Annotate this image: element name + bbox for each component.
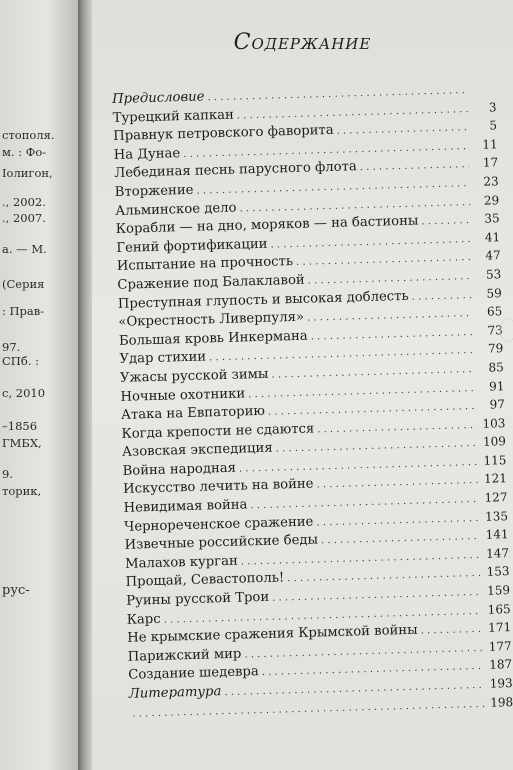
toc-leader-dots (317, 420, 476, 435)
toc-entry-title: Создание шедевра (128, 664, 259, 684)
toc-leader-dots (276, 438, 478, 455)
toc-entry-page: 11 (482, 137, 498, 152)
toc-entry-page: 5 (489, 118, 498, 133)
toc-leader-dots (420, 624, 482, 637)
left-page-text-fragment: а. — М. (2, 242, 47, 256)
toc-entry-title: Лебединая песнь парусного флота (114, 159, 357, 182)
left-page-text-fragment: торик, (2, 484, 42, 498)
toc-leader-dots (237, 104, 468, 121)
toc-entry-title: Удар стихии (119, 349, 207, 368)
toc-page (92, 0, 513, 770)
toc-entry-title: «Окрестность Ливерпуля» (118, 309, 305, 331)
toc-leader-dots (336, 122, 468, 137)
toc-entry-title: Руины русской Трои (126, 589, 270, 609)
left-page-text-fragment: –1856 (2, 419, 38, 433)
toc-leader-dots (250, 494, 478, 511)
toc-entry-title: Карс (126, 611, 161, 628)
toc-entry-page: 91 (488, 378, 505, 394)
toc-entry-title: Литература (128, 684, 222, 702)
toc-leader-dots (271, 364, 475, 381)
toc-leader-dots (248, 382, 476, 399)
toc-entry-title: На Дунае (113, 145, 181, 163)
toc-entry-title: Парижский мир (127, 646, 242, 665)
toc-heading: Содержание (233, 30, 372, 55)
toc-entry-title: Когда крепости не сдаются (121, 421, 315, 442)
toc-entry-page: 193 (489, 676, 513, 691)
toc-entry-page: 29 (483, 192, 500, 208)
toc-leader-dots (268, 401, 476, 418)
book-gutter (78, 0, 92, 770)
left-page-text-fragment: стополя. (2, 128, 55, 142)
left-page-text-fragment: : Прав- (2, 304, 45, 318)
toc-entry-title: Невидимая война (123, 497, 248, 516)
toc-entry-page: 23 (483, 174, 499, 189)
toc-entry-title: Вторжение (114, 182, 194, 200)
toc-leader-dots (270, 234, 471, 251)
left-page-text-fragment: 97. (2, 340, 21, 354)
toc-entry-page: 53 (485, 267, 502, 282)
toc-entry-title: Война народная (122, 460, 237, 479)
toc-entry-page: 79 (487, 341, 504, 356)
left-page-text-fragment: ., 2007. (2, 211, 46, 225)
toc-entry-title: Гений фортификации (116, 236, 268, 256)
toc-entry-title: Малахов курган (124, 553, 238, 572)
toc-entry-title: Правнук петровского фаворита (113, 123, 334, 145)
toc-entry-page: 147 (485, 545, 510, 561)
toc-leader-dots (207, 85, 467, 103)
toc-entry-page: 85 (488, 360, 505, 375)
toc-entry-page: 121 (483, 471, 508, 487)
toc-entry-title: Преступная глупость и высокая доблесть (117, 288, 409, 312)
toc-leader-dots (421, 215, 471, 227)
toc-entry-page: 198 (490, 694, 513, 710)
left-page-text-fragment: ГМБХ, (2, 436, 42, 450)
toc-leader-dots (316, 475, 478, 491)
toc-entry-title: Большая кровь Инкермана (118, 328, 308, 349)
toc-leader-dots (308, 271, 473, 287)
toc-entry-page: 47 (485, 248, 501, 263)
toc-entry-page: 103 (482, 415, 506, 431)
toc-entry-page: 3 (488, 99, 497, 115)
toc-leader-dots (224, 680, 484, 698)
toc-entry-page: 65 (486, 304, 503, 319)
toc-entry-page: 35 (484, 211, 500, 226)
toc-entry-title: Ночные охотники (120, 385, 246, 405)
left-page-text-fragment: с, 2010 (2, 386, 46, 400)
toc-leader-dots (244, 643, 483, 661)
left-page-text-fragment: рус- (2, 583, 30, 598)
toc-entry-title: Альминское дело (115, 200, 237, 219)
toc-entry-title: Корабли — на дно, моряков — на бастионы (115, 213, 419, 238)
toc-entry-title: Предисловие (112, 89, 205, 107)
left-page-edge (0, 0, 78, 770)
toc-entry-page (470, 92, 496, 93)
toc-entry-page: 135 (484, 508, 509, 524)
toc-entry-page: 17 (482, 155, 499, 171)
left-page-text-fragment: СПб. : (2, 354, 39, 368)
toc-entry-page: 177 (488, 638, 512, 654)
toc-leader-dots (412, 290, 473, 303)
toc-entry-page: 159 (486, 583, 511, 598)
toc-leader-dots (239, 197, 470, 214)
toc-leader-dots (209, 345, 475, 363)
toc-entry-page: 41 (484, 229, 501, 245)
toc-leader-dots (321, 531, 480, 546)
toc-entry-page: 73 (487, 322, 503, 338)
toc-list (112, 81, 513, 724)
toc-leader-dots (316, 513, 479, 529)
toc-entry-page: 59 (486, 285, 502, 301)
toc-entry-title: Ужасы русской зимы (119, 366, 269, 386)
toc-entry-title: Прощай, Севастополь! (125, 570, 285, 591)
toc-leader-dots (241, 550, 481, 568)
toc-leader-dots (239, 457, 478, 475)
toc-entry-page: 97 (489, 397, 506, 412)
toc-entry-page: 153 (486, 564, 510, 580)
toc-entry-title: Сражение под Балаклавой (117, 272, 305, 293)
show-through-mark (500, 318, 513, 342)
toc-entry-page: 141 (485, 527, 509, 542)
toc-leader-dots (262, 661, 484, 678)
toc-leader-dots (296, 252, 472, 268)
toc-entry-page: 109 (482, 434, 507, 450)
toc-entry-title: Не крымские сражения Крымской войны (127, 622, 418, 647)
left-page-text-fragment: Іолигон, (2, 166, 53, 180)
toc-leader-dots (287, 568, 481, 584)
toc-entry-title: Азовская экспедиция (121, 440, 273, 461)
left-page-text-fragment: ., 2002. (2, 195, 46, 209)
left-page-text-fragment: (Серия (2, 277, 45, 291)
toc-entry-title: Турецкий капкан (112, 107, 234, 126)
toc-entry-page: 171 (488, 620, 512, 635)
toc-leader-dots (360, 159, 470, 173)
toc-entry-title: Извечные российские беды (124, 532, 319, 554)
toc-leader-dots (307, 308, 474, 324)
toc-entry-page: 165 (487, 601, 511, 617)
toc-entry-page: 115 (483, 453, 507, 468)
toc-entry-page: 187 (489, 657, 513, 673)
toc-entry-title: Искусство лечить на войне (122, 476, 314, 498)
toc-entry-page: 127 (484, 490, 508, 505)
toc-leader-dots (311, 327, 474, 343)
toc-entry-title: Испытание на прочность (116, 254, 294, 275)
toc-entry-title: Атака на Евпаторию (120, 403, 266, 423)
toc-entry-title: Чернореченское сражение (123, 514, 314, 535)
left-page-text-fragment: 9. (2, 467, 13, 481)
toc-leader-dots (272, 587, 481, 604)
left-page-text-fragment: м. : Фо- (2, 145, 47, 159)
